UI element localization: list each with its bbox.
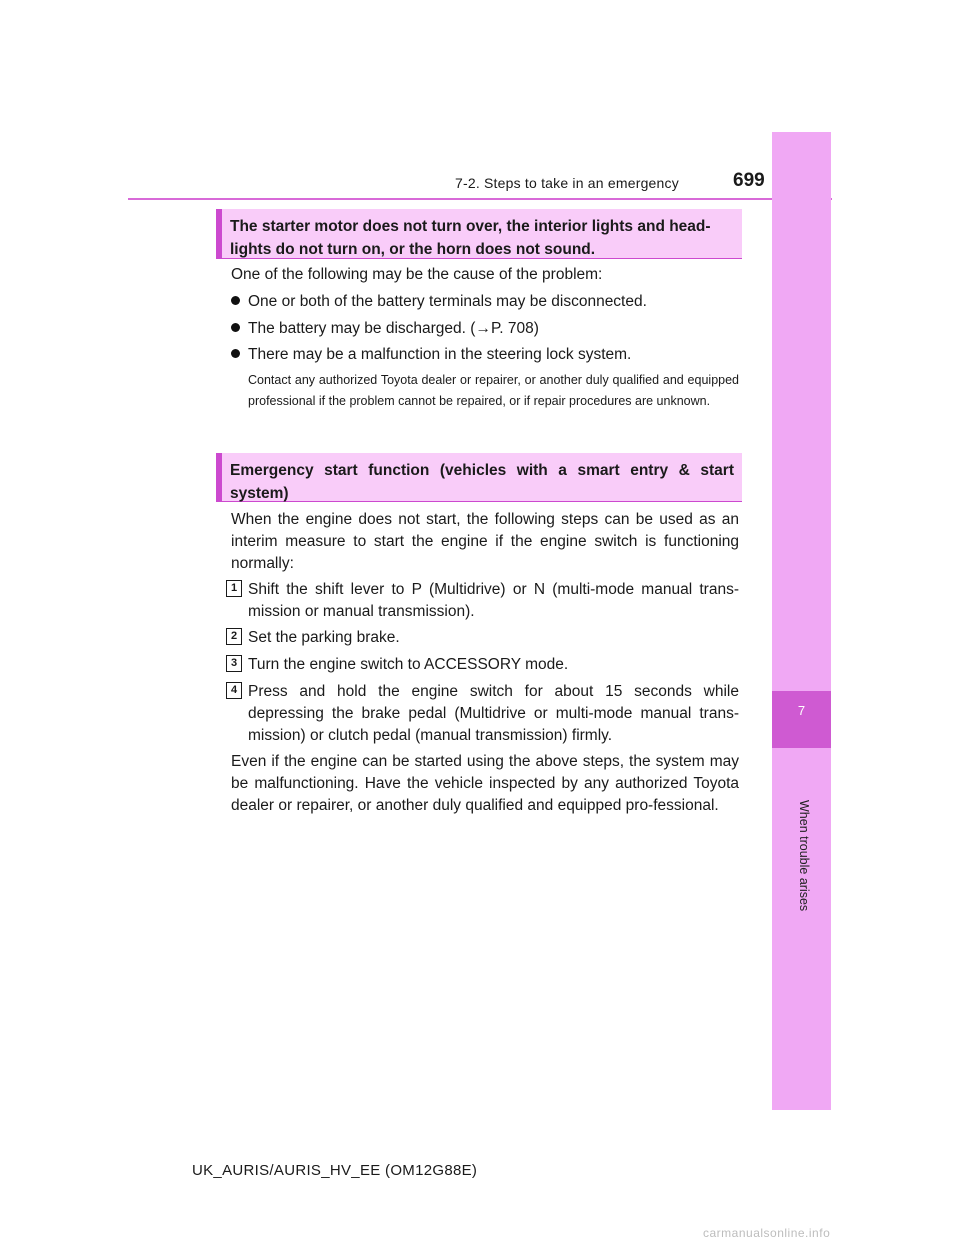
note-paragraph: Contact any authorized Toyota dealer or repairer, or another duly qualified and equipped professional if the problem cannot be repaired, or if repair procedures are unknown. [248,373,739,408]
step-text: Shift the shift lever to P (Multidrive) or N (multi-mode manual trans-mission or manual transmission). [248,581,739,620]
heading-line: The starter motor does not turn over, the interior lights and head- [230,218,711,235]
step-item [226,627,739,649]
chapter-side-tab [772,132,831,1110]
step-text: Set the parking brake. [248,629,400,646]
bullet-icon [231,349,240,358]
intro-paragraph: One of the following may be the cause of the problem: [231,266,603,283]
heading-line: Emergency start function (vehicles with a smart entry & start [230,462,734,479]
step-text: Turn the engine switch to ACCESSORY mode. [248,656,569,673]
step-item [226,579,739,623]
step-item [226,654,739,676]
section-title: 7-2. Steps to take in an emergency [455,175,679,191]
step-number: 2 [226,628,242,645]
outro-paragraph: Even if the engine can be started using the above steps, the system may be malfunctioning. Have the vehicle inspected by any authorized Toyota dealer or repairer, or another duly qualified and equipped pro-fessional. [231,753,739,814]
heading-line: system) [230,485,289,502]
heading-line: lights do not turn on, or the horn does not sound. [230,241,596,258]
list-item-text: There may be a malfunction in the steering lock system. [248,346,632,363]
list-item-text: One or both of the battery terminals may be disconnected. [248,293,647,310]
list-item [231,291,739,313]
bullet-icon [231,323,240,332]
step-number: 1 [226,580,242,597]
page-number: 699 [733,170,765,191]
section-heading-starter-motor [216,209,742,259]
header-divider [128,198,832,200]
list-item [231,318,739,340]
step-number: 4 [226,682,242,699]
section-heading-emergency-start [216,453,742,502]
list-item [231,344,739,366]
chapter-number: 7 [772,691,831,748]
intro-paragraph: When the engine does not start, the following steps can be used as an interim measure to start the engine if the engine switch is functioning normally: [231,511,739,572]
bullet-icon [231,296,240,305]
watermark: carmanualsonline.info [703,1226,831,1240]
step-number: 3 [226,655,242,672]
model-code: UK_AURIS/AURIS_HV_EE (OM12G88E) [192,1162,478,1179]
list-item-text: The battery may be discharged. (→P. 708) [248,320,539,337]
step-text: Press and hold the engine switch for about 15 seconds while depressing the brake pedal (Multidrive or multi-mode manual trans-mission) or clutch pedal (manual transmission) firmly. [248,683,739,744]
step-item [226,681,739,747]
chapter-title: When trouble arises [797,800,811,912]
